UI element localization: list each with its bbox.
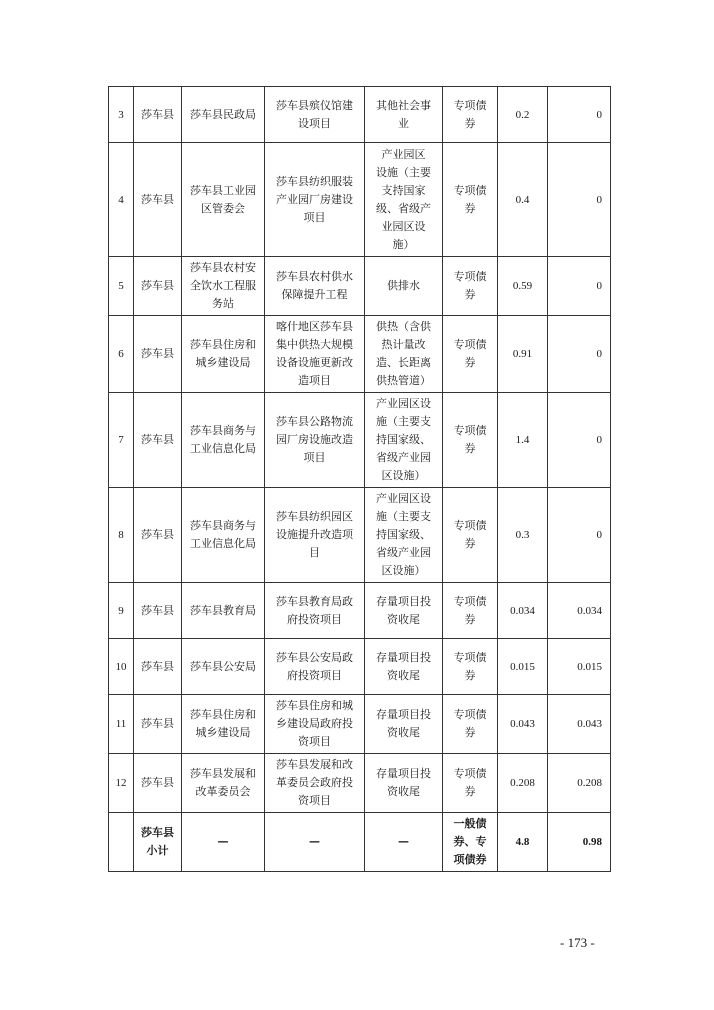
county-cell: 莎车县: [134, 393, 182, 488]
amount-cell: 0: [548, 87, 611, 143]
category-cell: —: [365, 813, 443, 872]
category-cell: 存量项目投 资收尾: [365, 754, 443, 813]
project-cell: 莎车县农村供水 保障提升工程: [265, 257, 365, 316]
unit-cell: 莎车县工业园 区管委会: [182, 143, 265, 257]
unit-cell: 莎车县发展和 改革委员会: [182, 754, 265, 813]
county-cell: 莎车县: [134, 583, 182, 639]
category-cell: 存量项目投 资收尾: [365, 639, 443, 695]
table-row: [109, 583, 611, 639]
category-cell: 存量项目投 资收尾: [365, 583, 443, 639]
table-row: [109, 754, 611, 813]
county-cell: 莎车县: [134, 754, 182, 813]
county-cell: 莎车县: [134, 316, 182, 393]
amount-cell: 0: [548, 488, 611, 583]
bond-type-cell: 一般债 券、专 项债券: [443, 813, 498, 872]
row-number: 8: [109, 488, 134, 583]
row-number: 10: [109, 639, 134, 695]
amount-cell: 0.208: [498, 754, 548, 813]
row-number: 9: [109, 583, 134, 639]
table-row: [109, 143, 611, 257]
amount-cell: 0.2: [498, 87, 548, 143]
project-cell: 莎车县公路物流 园厂房设施改造 项目: [265, 393, 365, 488]
amount-cell: 0.208: [548, 754, 611, 813]
amount-cell: 0.98: [548, 813, 611, 872]
county-cell: 莎车县: [134, 639, 182, 695]
bond-type-cell: 专项债 券: [443, 257, 498, 316]
bond-type-cell: 专项债 券: [443, 639, 498, 695]
unit-cell: —: [182, 813, 265, 872]
category-cell: 产业园区 设施（主要 支持国家 级、省级产 业园区设 施）: [365, 143, 443, 257]
amount-cell: 0.4: [498, 143, 548, 257]
amount-cell: 0.034: [498, 583, 548, 639]
bond-type-cell: 专项债 券: [443, 316, 498, 393]
bond-type-cell: 专项债 券: [443, 488, 498, 583]
amount-cell: 4.8: [498, 813, 548, 872]
unit-cell: 莎车县教育局: [182, 583, 265, 639]
unit-cell: 莎车县商务与 工业信息化局: [182, 393, 265, 488]
row-number: 5: [109, 257, 134, 316]
project-cell: 莎车县发展和改 革委员会政府投 资项目: [265, 754, 365, 813]
bond-type-cell: 专项债 券: [443, 754, 498, 813]
category-cell: 产业园区设 施（主要支 持国家级、 省级产业园 区设施）: [365, 393, 443, 488]
project-cell: 莎车县公安局政 府投资项目: [265, 639, 365, 695]
county-cell: 莎车县: [134, 143, 182, 257]
amount-cell: 0.015: [548, 639, 611, 695]
amount-cell: 1.4: [498, 393, 548, 488]
category-cell: 存量项目投 资收尾: [365, 695, 443, 754]
page-number: - 173 -: [560, 935, 595, 950]
category-cell: 产业园区设 施（主要支 持国家级、 省级产业园 区设施）: [365, 488, 443, 583]
unit-cell: 莎车县商务与 工业信息化局: [182, 488, 265, 583]
project-cell: 喀什地区莎车县 集中供热大规模 设备设施更新改 造项目: [265, 316, 365, 393]
county-cell: 莎车县: [134, 257, 182, 316]
bond-allocation-table: [108, 86, 611, 872]
unit-cell: 莎车县公安局: [182, 639, 265, 695]
category-cell: 其他社会事 业: [365, 87, 443, 143]
row-number: 7: [109, 393, 134, 488]
project-cell: 莎车县殡仪馆建 设项目: [265, 87, 365, 143]
amount-cell: 0.015: [498, 639, 548, 695]
bond-type-cell: 专项债 券: [443, 143, 498, 257]
amount-cell: 0: [548, 316, 611, 393]
amount-cell: 0: [548, 143, 611, 257]
table-row: [109, 695, 611, 754]
county-cell: 莎车县: [134, 87, 182, 143]
table-row: [109, 316, 611, 393]
row-number: 3: [109, 87, 134, 143]
table-row: [109, 87, 611, 143]
category-cell: 供热（含供 热计量改 造、长距离 供热管道）: [365, 316, 443, 393]
amount-cell: 0.59: [498, 257, 548, 316]
bond-type-cell: 专项债 券: [443, 583, 498, 639]
project-cell: 莎车县纺织服装 产业园厂房建设 项目: [265, 143, 365, 257]
category-cell: 供排水: [365, 257, 443, 316]
unit-cell: 莎车县农村安 全饮水工程服 务站: [182, 257, 265, 316]
row-number: 11: [109, 695, 134, 754]
unit-cell: 莎车县住房和 城乡建设局: [182, 695, 265, 754]
amount-cell: 0.91: [498, 316, 548, 393]
row-number: 6: [109, 316, 134, 393]
row-number: 12: [109, 754, 134, 813]
amount-cell: 0: [548, 257, 611, 316]
table-row: [109, 488, 611, 583]
amount-cell: 0.3: [498, 488, 548, 583]
table-row: [109, 393, 611, 488]
project-cell: 莎车县教育局政 府投资项目: [265, 583, 365, 639]
unit-cell: 莎车县住房和 城乡建设局: [182, 316, 265, 393]
bond-type-cell: 专项债 券: [443, 87, 498, 143]
table-row: [109, 257, 611, 316]
county-cell: 莎车县: [134, 695, 182, 754]
county-cell: 莎车县: [134, 488, 182, 583]
county-cell: 莎车县 小计: [134, 813, 182, 872]
project-cell: 莎车县住房和城 乡建设局政府投 资项目: [265, 695, 365, 754]
subtotal-row: [109, 813, 611, 872]
unit-cell: 莎车县民政局: [182, 87, 265, 143]
row-number: 4: [109, 143, 134, 257]
table-row: [109, 639, 611, 695]
amount-cell: 0: [548, 393, 611, 488]
row-number: [109, 813, 134, 872]
amount-cell: 0.034: [548, 583, 611, 639]
project-cell: 莎车县纺织园区 设施提升改造项 目: [265, 488, 365, 583]
project-cell: —: [265, 813, 365, 872]
bond-type-cell: 专项债 券: [443, 393, 498, 488]
bond-type-cell: 专项债 券: [443, 695, 498, 754]
amount-cell: 0.043: [498, 695, 548, 754]
amount-cell: 0.043: [548, 695, 611, 754]
